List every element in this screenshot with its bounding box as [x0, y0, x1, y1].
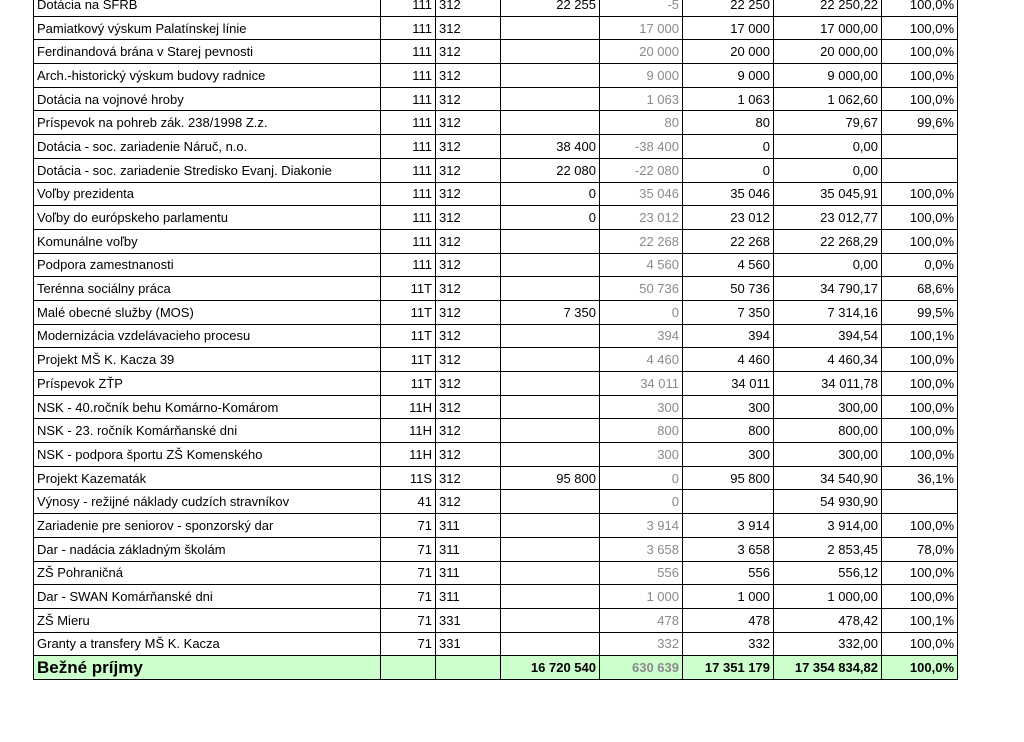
row-change-cell: 800: [600, 419, 683, 443]
row-name-cell: Dotácia - soc. zariadenie Náruč, n.o.: [34, 135, 381, 159]
row-original-cell: [501, 253, 600, 277]
row-original-cell: 0: [501, 182, 600, 206]
row-actual-cell: 7 314,16: [774, 300, 882, 324]
table-row: [34, 40, 958, 64]
row-name-cell: Projekt Kazematák: [34, 466, 381, 490]
table-row: [34, 561, 958, 585]
row-change-cell: -22 080: [600, 158, 683, 182]
row-change-cell: 20 000: [600, 40, 683, 64]
row-code-cell: 331: [436, 632, 501, 656]
row-adjusted-cell: [683, 490, 774, 514]
row-name-cell: Zariadenie pre seniorov - sponzorský dar: [34, 514, 381, 538]
row-adjusted-cell: 478: [683, 608, 774, 632]
row-name-cell: Podpora zamestnanosti: [34, 253, 381, 277]
row-percent-cell: 100,0%: [882, 561, 958, 585]
row-name-cell: Dotácia na vojnové hroby: [34, 87, 381, 111]
row-name-cell: Dar - nadácia základným školám: [34, 537, 381, 561]
table-row: [34, 490, 958, 514]
row-fund-cell: 111: [381, 253, 436, 277]
row-change-cell: 23 012: [600, 206, 683, 230]
row-change-cell: 34 011: [600, 372, 683, 396]
row-original-cell: [501, 443, 600, 467]
row-fund-cell: 71: [381, 632, 436, 656]
row-name-cell: ZŠ Mieru: [34, 608, 381, 632]
row-name-cell: Voľby do európskeho parlamentu: [34, 206, 381, 230]
row-original-cell: [501, 64, 600, 88]
row-adjusted-cell: 17 000: [683, 16, 774, 40]
table-row: [34, 466, 958, 490]
row-change-cell: 556: [600, 561, 683, 585]
row-actual-cell: 9 000,00: [774, 64, 882, 88]
row-name-cell: Dar - SWAN Komárňanské dni: [34, 585, 381, 609]
row-original-cell: 22 255: [501, 0, 600, 16]
row-percent-cell: 100,0%: [882, 64, 958, 88]
row-adjusted-cell: 34 011: [683, 372, 774, 396]
table-row: [34, 395, 958, 419]
row-percent-cell: [882, 158, 958, 182]
row-change-cell: 478: [600, 608, 683, 632]
row-change-cell: 4 560: [600, 253, 683, 277]
row-code-cell: 312: [436, 182, 501, 206]
row-fund-cell: 11T: [381, 348, 436, 372]
row-fund-cell: 71: [381, 561, 436, 585]
row-original-cell: [501, 514, 600, 538]
row-fund-cell: 71: [381, 537, 436, 561]
table-row: [34, 111, 958, 135]
row-name-cell: NSK - podpora športu ZŠ Komenského: [34, 443, 381, 467]
row-original-cell: [501, 40, 600, 64]
row-original-cell: [501, 561, 600, 585]
row-change-cell: 0: [600, 466, 683, 490]
row-percent-cell: 100,0%: [882, 632, 958, 656]
row-fund-cell: 41: [381, 490, 436, 514]
row-actual-cell: 800,00: [774, 419, 882, 443]
row-name-cell: Príspevok na pohreb zák. 238/1998 Z.z.: [34, 111, 381, 135]
row-fund-cell: 11T: [381, 372, 436, 396]
row-percent-cell: 100,0%: [882, 395, 958, 419]
table-body: [34, 0, 958, 656]
row-adjusted-cell: 0: [683, 158, 774, 182]
row-code-cell: 312: [436, 206, 501, 230]
row-percent-cell: 100,1%: [882, 608, 958, 632]
row-original-cell: [501, 608, 600, 632]
row-fund-cell: 11T: [381, 324, 436, 348]
row-change-cell: 9 000: [600, 64, 683, 88]
row-percent-cell: 78,0%: [882, 537, 958, 561]
row-fund-cell: 71: [381, 608, 436, 632]
row-code-cell: 312: [436, 443, 501, 467]
row-original-cell: [501, 229, 600, 253]
table-row: [34, 419, 958, 443]
row-actual-cell: 34 790,17: [774, 277, 882, 301]
row-percent-cell: 100,0%: [882, 372, 958, 396]
row-fund-cell: 111: [381, 111, 436, 135]
row-original-cell: [501, 585, 600, 609]
row-percent-cell: 0,0%: [882, 253, 958, 277]
row-change-cell: 1 000: [600, 585, 683, 609]
row-actual-cell: 332,00: [774, 632, 882, 656]
row-adjusted-cell: 3 658: [683, 537, 774, 561]
row-code-cell: 311: [436, 585, 501, 609]
row-original-cell: 38 400: [501, 135, 600, 159]
row-change-cell: 80: [600, 111, 683, 135]
row-code-cell: 312: [436, 158, 501, 182]
row-original-cell: [501, 419, 600, 443]
table-row: [34, 87, 958, 111]
total-original: 16 720 540: [501, 656, 600, 680]
row-change-cell: 3 914: [600, 514, 683, 538]
total-code: [436, 656, 501, 680]
row-percent-cell: 36,1%: [882, 466, 958, 490]
total-row: [34, 656, 958, 680]
row-change-cell: 22 268: [600, 229, 683, 253]
row-actual-cell: 34 011,78: [774, 372, 882, 396]
row-change-cell: 4 460: [600, 348, 683, 372]
table-row: [34, 277, 958, 301]
total-actual: 17 354 834,82: [774, 656, 882, 680]
row-name-cell: Ferdinandová brána v Starej pevnosti: [34, 40, 381, 64]
row-percent-cell: 100,0%: [882, 0, 958, 16]
row-change-cell: 0: [600, 490, 683, 514]
row-original-cell: [501, 537, 600, 561]
row-name-cell: Pamiatkový výskum Palatínskej línie: [34, 16, 381, 40]
table-row: [34, 632, 958, 656]
row-actual-cell: 394,54: [774, 324, 882, 348]
row-change-cell: 17 000: [600, 16, 683, 40]
row-adjusted-cell: 23 012: [683, 206, 774, 230]
row-adjusted-cell: 3 914: [683, 514, 774, 538]
row-code-cell: 312: [436, 16, 501, 40]
row-original-cell: [501, 395, 600, 419]
row-actual-cell: 22 268,29: [774, 229, 882, 253]
row-adjusted-cell: 300: [683, 443, 774, 467]
total-percent: 100,0%: [882, 656, 958, 680]
table-row: [34, 537, 958, 561]
row-actual-cell: 300,00: [774, 443, 882, 467]
table-row: [34, 64, 958, 88]
row-adjusted-cell: 9 000: [683, 64, 774, 88]
row-original-cell: [501, 87, 600, 111]
row-fund-cell: 71: [381, 585, 436, 609]
row-percent-cell: 100,0%: [882, 585, 958, 609]
row-percent-cell: 100,0%: [882, 229, 958, 253]
row-original-cell: 7 350: [501, 300, 600, 324]
row-adjusted-cell: 394: [683, 324, 774, 348]
row-percent-cell: [882, 490, 958, 514]
row-adjusted-cell: 35 046: [683, 182, 774, 206]
total-change: 630 639: [600, 656, 683, 680]
table-row: [34, 372, 958, 396]
row-adjusted-cell: 22 250: [683, 0, 774, 16]
row-code-cell: 312: [436, 277, 501, 301]
row-code-cell: 312: [436, 253, 501, 277]
row-code-cell: 312: [436, 419, 501, 443]
row-actual-cell: 3 914,00: [774, 514, 882, 538]
row-change-cell: 332: [600, 632, 683, 656]
row-actual-cell: 54 930,90: [774, 490, 882, 514]
row-code-cell: 312: [436, 300, 501, 324]
row-percent-cell: 100,0%: [882, 419, 958, 443]
row-percent-cell: [882, 135, 958, 159]
row-percent-cell: 99,5%: [882, 300, 958, 324]
row-adjusted-cell: 80: [683, 111, 774, 135]
row-actual-cell: 23 012,77: [774, 206, 882, 230]
row-change-cell: 0: [600, 300, 683, 324]
row-percent-cell: 100,0%: [882, 443, 958, 467]
table-row: [34, 16, 958, 40]
table-row: [34, 300, 958, 324]
row-code-cell: 312: [436, 40, 501, 64]
row-change-cell: 394: [600, 324, 683, 348]
table-row: [34, 229, 958, 253]
row-percent-cell: 100,0%: [882, 87, 958, 111]
row-fund-cell: 111: [381, 135, 436, 159]
row-code-cell: 312: [436, 64, 501, 88]
row-fund-cell: 111: [381, 229, 436, 253]
table-row: [34, 348, 958, 372]
row-fund-cell: 11H: [381, 443, 436, 467]
row-name-cell: Dotácia - soc. zariadenie Stredisko Evanj. Diakonie: [34, 158, 381, 182]
row-percent-cell: 100,0%: [882, 514, 958, 538]
row-code-cell: 312: [436, 0, 501, 16]
row-fund-cell: 11T: [381, 277, 436, 301]
row-adjusted-cell: 800: [683, 419, 774, 443]
table-row: [34, 514, 958, 538]
row-fund-cell: 111: [381, 16, 436, 40]
row-adjusted-cell: 4 560: [683, 253, 774, 277]
row-code-cell: 312: [436, 395, 501, 419]
row-fund-cell: 111: [381, 87, 436, 111]
row-actual-cell: 22 250,22: [774, 0, 882, 16]
row-actual-cell: 0,00: [774, 253, 882, 277]
row-actual-cell: 34 540,90: [774, 466, 882, 490]
row-adjusted-cell: 1 000: [683, 585, 774, 609]
table-row: [34, 135, 958, 159]
row-code-cell: 312: [436, 87, 501, 111]
row-change-cell: 300: [600, 395, 683, 419]
row-actual-cell: 478,42: [774, 608, 882, 632]
row-actual-cell: 300,00: [774, 395, 882, 419]
row-percent-cell: 100,1%: [882, 324, 958, 348]
row-name-cell: Granty a transfery MŠ K. Kacza: [34, 632, 381, 656]
row-adjusted-cell: 50 736: [683, 277, 774, 301]
row-percent-cell: 68,6%: [882, 277, 958, 301]
row-actual-cell: 556,12: [774, 561, 882, 585]
table-row: [34, 0, 958, 16]
row-change-cell: -38 400: [600, 135, 683, 159]
table-row: [34, 253, 958, 277]
row-name-cell: NSK - 40.ročník behu Komárno-Komárom: [34, 395, 381, 419]
row-fund-cell: 111: [381, 206, 436, 230]
row-actual-cell: 20 000,00: [774, 40, 882, 64]
table-row: [34, 324, 958, 348]
row-code-cell: 312: [436, 490, 501, 514]
table-row: [34, 443, 958, 467]
row-original-cell: [501, 632, 600, 656]
row-adjusted-cell: 22 268: [683, 229, 774, 253]
row-original-cell: [501, 324, 600, 348]
row-fund-cell: 111: [381, 40, 436, 64]
row-code-cell: 312: [436, 324, 501, 348]
row-adjusted-cell: 20 000: [683, 40, 774, 64]
row-fund-cell: 11H: [381, 419, 436, 443]
row-fund-cell: 11S: [381, 466, 436, 490]
row-code-cell: 311: [436, 561, 501, 585]
row-original-cell: 22 080: [501, 158, 600, 182]
row-original-cell: [501, 16, 600, 40]
row-fund-cell: 11T: [381, 300, 436, 324]
row-adjusted-cell: 95 800: [683, 466, 774, 490]
row-percent-cell: 100,0%: [882, 206, 958, 230]
row-original-cell: [501, 348, 600, 372]
row-fund-cell: 111: [381, 182, 436, 206]
row-name-cell: Malé obecné služby (MOS): [34, 300, 381, 324]
row-fund-cell: 111: [381, 0, 436, 16]
row-adjusted-cell: 1 063: [683, 87, 774, 111]
row-original-cell: [501, 372, 600, 396]
row-fund-cell: 11H: [381, 395, 436, 419]
row-percent-cell: 100,0%: [882, 348, 958, 372]
row-code-cell: 312: [436, 466, 501, 490]
row-change-cell: -5: [600, 0, 683, 16]
table-row: [34, 158, 958, 182]
row-actual-cell: 1 062,60: [774, 87, 882, 111]
row-name-cell: Komunálne voľby: [34, 229, 381, 253]
row-fund-cell: 111: [381, 158, 436, 182]
row-actual-cell: 4 460,34: [774, 348, 882, 372]
row-code-cell: 312: [436, 229, 501, 253]
row-name-cell: Príspevok ZŤP: [34, 372, 381, 396]
row-name-cell: Modernizácia vzdelávacieho procesu: [34, 324, 381, 348]
row-code-cell: 312: [436, 372, 501, 396]
row-change-cell: 35 046: [600, 182, 683, 206]
total-fund: [381, 656, 436, 680]
table-row: [34, 206, 958, 230]
row-original-cell: [501, 111, 600, 135]
row-code-cell: 312: [436, 111, 501, 135]
row-actual-cell: 2 853,45: [774, 537, 882, 561]
row-original-cell: [501, 277, 600, 301]
row-original-cell: 0: [501, 206, 600, 230]
row-name-cell: NSK - 23. ročník Komárňanské dni: [34, 419, 381, 443]
row-percent-cell: 100,0%: [882, 40, 958, 64]
budget-table: [33, 0, 958, 680]
row-fund-cell: 71: [381, 514, 436, 538]
row-name-cell: Arch.-historický výskum budovy radnice: [34, 64, 381, 88]
row-percent-cell: 100,0%: [882, 182, 958, 206]
row-actual-cell: 79,67: [774, 111, 882, 135]
row-actual-cell: 35 045,91: [774, 182, 882, 206]
row-actual-cell: 0,00: [774, 158, 882, 182]
row-change-cell: 50 736: [600, 277, 683, 301]
total-adjusted: 17 351 179: [683, 656, 774, 680]
row-name-cell: Terénna sociálny práca: [34, 277, 381, 301]
row-code-cell: 312: [436, 135, 501, 159]
row-name-cell: Voľby prezidenta: [34, 182, 381, 206]
row-actual-cell: 17 000,00: [774, 16, 882, 40]
row-adjusted-cell: 556: [683, 561, 774, 585]
row-name-cell: Dotácia na SFRB: [34, 0, 381, 16]
row-adjusted-cell: 0: [683, 135, 774, 159]
row-actual-cell: 0,00: [774, 135, 882, 159]
row-change-cell: 1 063: [600, 87, 683, 111]
row-adjusted-cell: 4 460: [683, 348, 774, 372]
row-name-cell: Projekt MŠ K. Kacza 39: [34, 348, 381, 372]
row-name-cell: Výnosy - režijné náklady cudzích stravníkov: [34, 490, 381, 514]
row-code-cell: 311: [436, 537, 501, 561]
row-percent-cell: 100,0%: [882, 16, 958, 40]
row-adjusted-cell: 7 350: [683, 300, 774, 324]
row-code-cell: 331: [436, 608, 501, 632]
row-change-cell: 3 658: [600, 537, 683, 561]
table-row: [34, 182, 958, 206]
row-name-cell: ZŠ Pohraničná: [34, 561, 381, 585]
row-original-cell: 95 800: [501, 466, 600, 490]
row-actual-cell: 1 000,00: [774, 585, 882, 609]
table-row: [34, 585, 958, 609]
row-adjusted-cell: 300: [683, 395, 774, 419]
row-fund-cell: 111: [381, 64, 436, 88]
total-label: Bežné príjmy: [34, 656, 381, 680]
row-adjusted-cell: 332: [683, 632, 774, 656]
row-change-cell: 300: [600, 443, 683, 467]
row-percent-cell: 99,6%: [882, 111, 958, 135]
table-row: [34, 608, 958, 632]
row-original-cell: [501, 490, 600, 514]
row-code-cell: 312: [436, 348, 501, 372]
row-code-cell: 311: [436, 514, 501, 538]
